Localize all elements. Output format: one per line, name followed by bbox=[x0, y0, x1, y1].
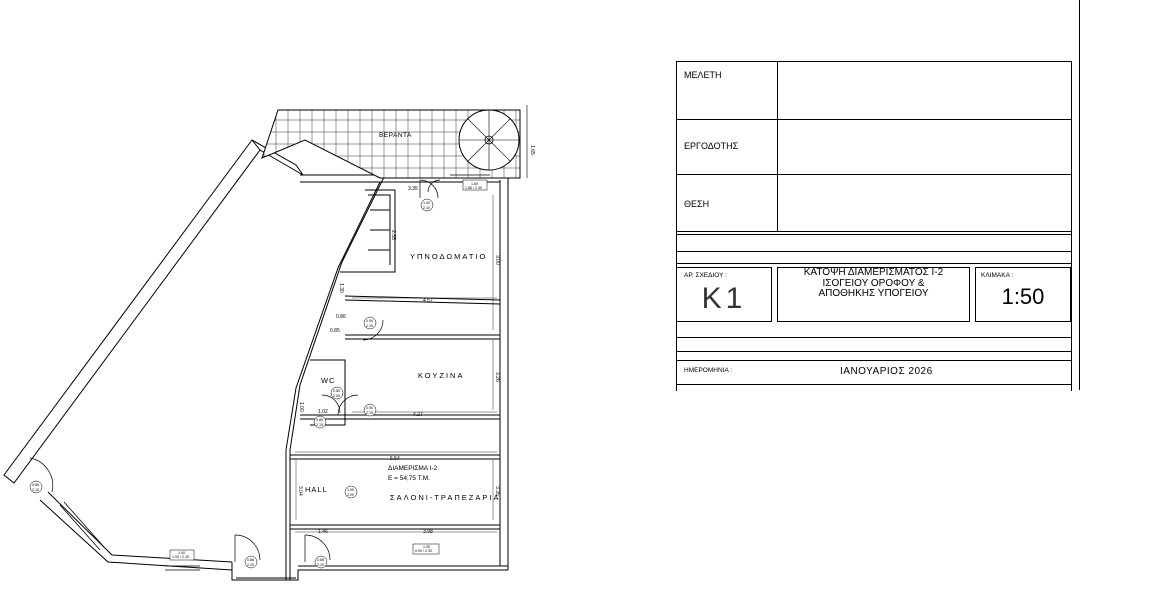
opening-text: 1.00 bbox=[347, 488, 354, 492]
opening-text: 2.20 bbox=[317, 563, 324, 567]
opening-text: 0.86 bbox=[247, 558, 254, 562]
dim-text: 0.85 bbox=[330, 328, 340, 334]
opening-text: 1.86 / 2.30 bbox=[465, 186, 482, 190]
opening-text: 1.00 / 2.30 bbox=[172, 555, 189, 559]
dim-text: 1.00 bbox=[298, 402, 304, 412]
opening-text: 0.86 bbox=[317, 558, 324, 562]
opening-text: 0.90 bbox=[366, 406, 373, 410]
opening-text: 2.20 bbox=[347, 493, 354, 497]
opening-text: 2.15 bbox=[316, 423, 323, 427]
dim-text: 3.04 bbox=[297, 486, 303, 496]
drawing-number: K1 bbox=[701, 282, 747, 315]
drawing-number-label: ΑΡ. ΣΧΕΔΙΟΥ : bbox=[684, 272, 727, 279]
balcony bbox=[262, 105, 527, 178]
room-label-balcony: ΒΕΡΑΝΤΑ bbox=[379, 132, 412, 139]
dim-text: 1.02 bbox=[318, 409, 328, 415]
dim-text: 4.57 bbox=[423, 298, 433, 304]
date-value: ΙΑΝΟΥΑΡΙΟΣ 2026 bbox=[840, 366, 933, 377]
dim-text: 5.54 bbox=[390, 456, 400, 462]
doors bbox=[30, 180, 440, 562]
opening-text: 0.85 bbox=[333, 389, 340, 393]
opening-text: 1.40 bbox=[423, 201, 430, 205]
opening-text: 0.90 / 2.30 bbox=[415, 549, 432, 553]
scale-label: ΚΛΙΜΑΚΑ : bbox=[981, 272, 1014, 279]
title-block-frame bbox=[676, 61, 1072, 391]
location-label: ΘΕΣΗ bbox=[684, 199, 710, 209]
opening-text: 0.90 bbox=[366, 319, 373, 323]
opening-text: 2.10 bbox=[423, 206, 430, 210]
opening-text: 0.85 bbox=[316, 418, 323, 422]
dim-text: 3.35 bbox=[494, 486, 500, 496]
opening-text: 1.00 bbox=[178, 551, 185, 555]
date-label: ΗΜΕΡΟΜΗΝΙΑ : bbox=[684, 367, 733, 374]
opening-text: 2.15 bbox=[366, 324, 373, 328]
dim-text: 3.98 bbox=[423, 529, 433, 535]
dim-text: 3.00 bbox=[494, 255, 500, 265]
opening-text: 1.60 bbox=[471, 182, 478, 186]
apartment-name: ΔΙΑΜΕΡΙΣΜΑ Ι-2 bbox=[388, 465, 438, 472]
room-label-bedroom: ΥΠΝΟΔΩΜΑΤΙΟ bbox=[410, 252, 488, 261]
apartment-area: Ε = 54,75 Τ.Μ. bbox=[388, 475, 430, 482]
frame-border bbox=[1079, 0, 1080, 390]
dim-text: 1.46 bbox=[318, 529, 328, 535]
room-label-kitchen: ΚΟΥΖΙΝΑ bbox=[418, 371, 465, 380]
dim-text: 0.86 bbox=[336, 314, 346, 320]
dim-text: 1.30 bbox=[338, 283, 344, 293]
client-label: ΕΡΓΟΔΟΤΗΣ bbox=[684, 141, 739, 151]
drawing-title: ΚΑΤΟΨΗ ΔΙΑΜΕΡΙΣΜΑΤΟΣ Ι-2 ΙΣΟΓΕΙΟΥ ΟΡΟΦΟΥ & ΑΠΟΘΗΚΗΣ ΥΠΟΓΕΙΟΥ bbox=[803, 267, 944, 299]
dim-text: 3.35 bbox=[408, 186, 418, 192]
dim-text: 3.26 bbox=[494, 372, 500, 382]
opening-text: 1.90 bbox=[423, 545, 430, 549]
dim-text: 1.65 bbox=[529, 145, 535, 155]
room-label-wc: WC bbox=[321, 376, 336, 385]
study-label: ΜΕΛΕΤΗ bbox=[684, 70, 722, 80]
opening-text: 2.15 bbox=[32, 488, 39, 492]
opening-text: 2.20 bbox=[247, 563, 254, 567]
dim-text: 2.35 bbox=[390, 230, 396, 240]
opening-text: 0.86 bbox=[32, 483, 39, 487]
opening-text: 2.15 bbox=[366, 411, 373, 415]
opening-text: 2.05 bbox=[333, 394, 340, 398]
room-label-living: ΣΑΛΟΝΙ-ΤΡΑΠΕΖΑΡΙΑ bbox=[390, 493, 501, 502]
room-label-hall: HALL bbox=[305, 485, 328, 494]
dim-text: 4.27 bbox=[413, 412, 423, 418]
scale-value: 1:50 bbox=[1001, 284, 1045, 309]
